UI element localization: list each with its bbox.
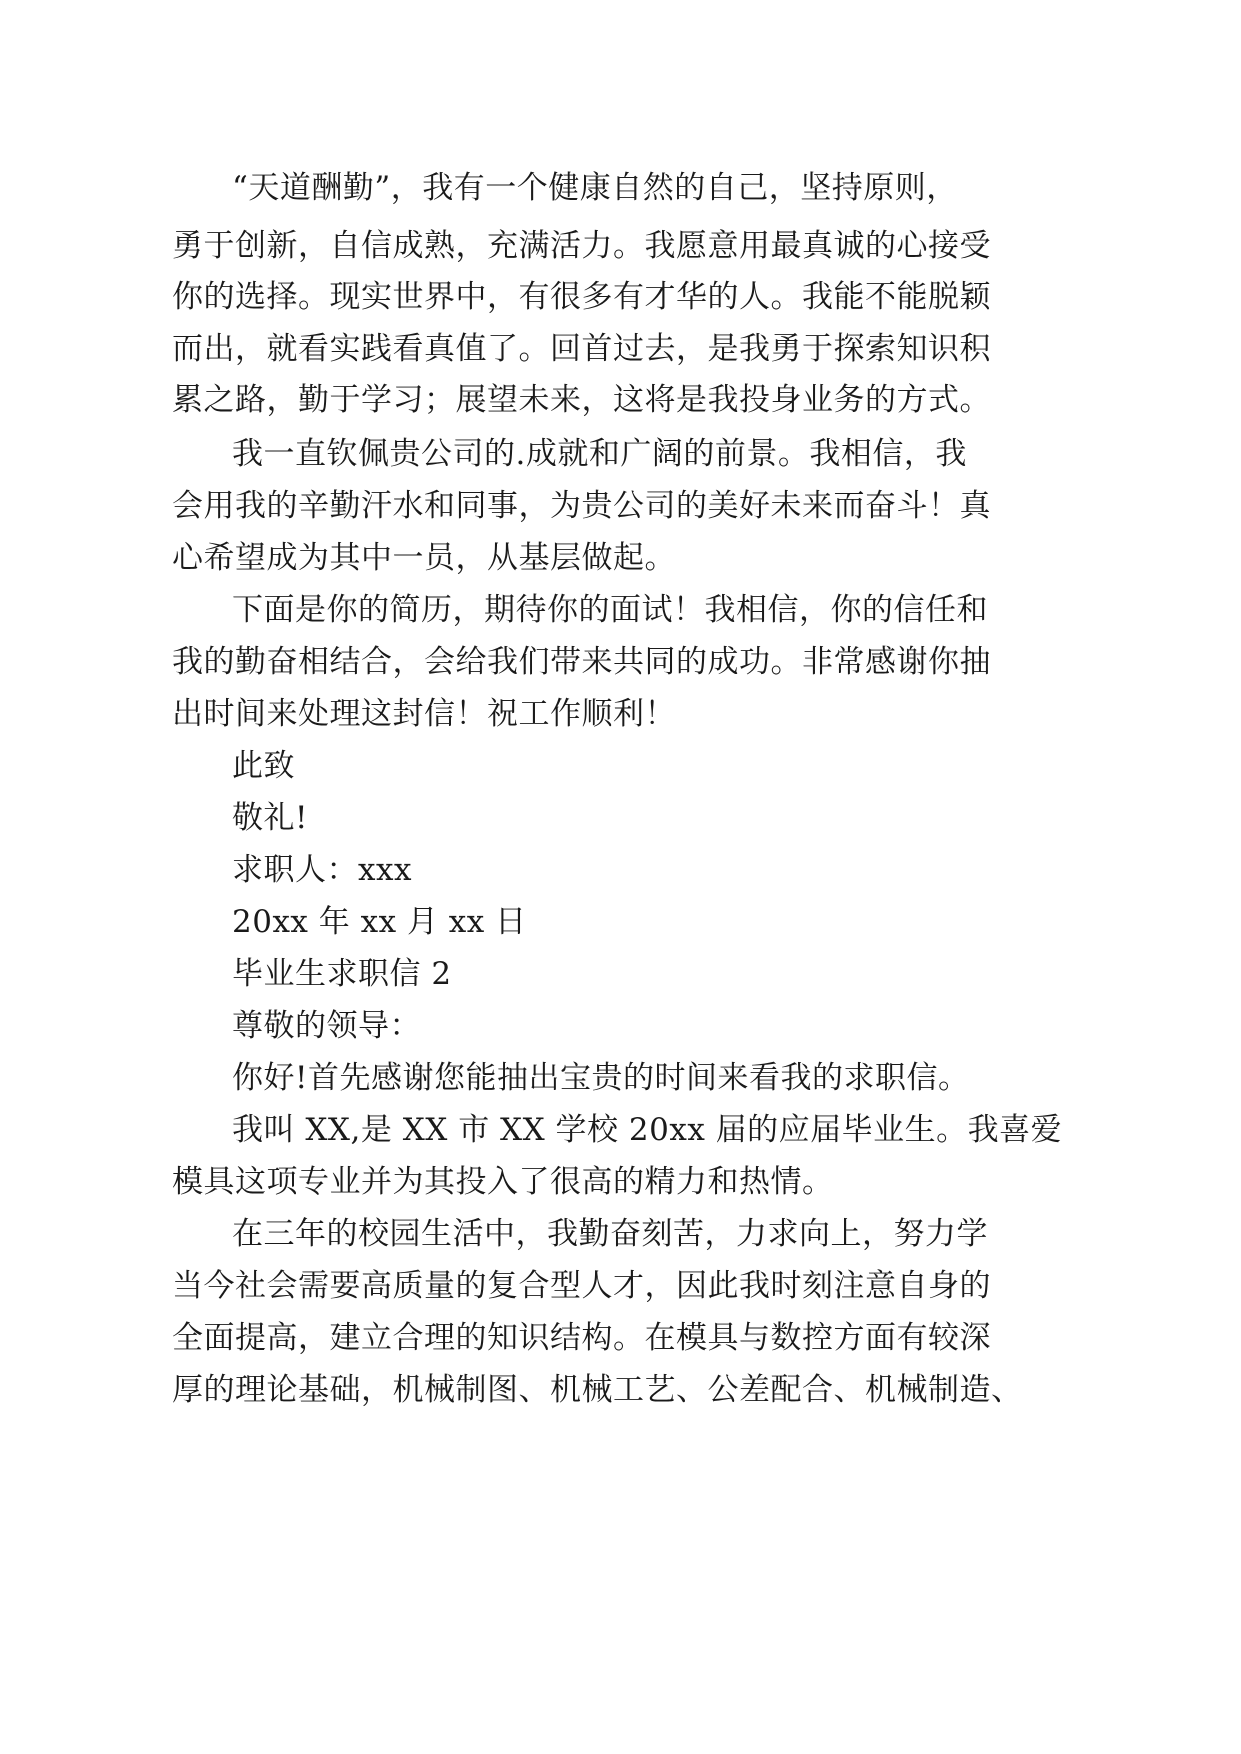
paragraph-line: 我一直钦佩贵公司的.成就和广阔的前景。我相信，我 xyxy=(232,436,967,472)
paragraph-line: 厚的理论基础，机械制图、机械工艺、公差配合、机械制造、 xyxy=(172,1372,1023,1408)
section-title: 毕业生求职信 2 xyxy=(232,956,452,992)
signature-line: 求职人：xxx xyxy=(232,852,412,888)
paragraph-line: 模具这项专业并为其投入了很高的精力和热情。 xyxy=(172,1164,834,1200)
paragraph-line: 你好!首先感谢您能抽出宝贵的时间来看我的求职信。 xyxy=(232,1060,970,1096)
paragraph-line: “天道酬勤”，我有一个健康自然的自己，坚持原则， xyxy=(232,170,958,206)
paragraph-line: 我的勤奋相结合，会给我们带来共同的成功。非常感谢你抽 xyxy=(172,644,991,680)
greeting-line: 尊敬的领导： xyxy=(232,1008,421,1044)
date-line: 20xx 年 xx 月 xx 日 xyxy=(232,904,527,940)
paragraph-line: 我叫 XX,是 XX 市 XX 学校 20xx 届的应届毕业生。我喜爱 xyxy=(232,1112,1063,1148)
closing-line: 此致 xyxy=(232,748,295,784)
paragraph-line: 在三年的校园生活中，我勤奋刻苦，力求向上，努力学 xyxy=(232,1216,988,1252)
paragraph-line: 全面提高，建立合理的知识结构。在模具与数控方面有较深 xyxy=(172,1320,991,1356)
closing-salute: 敬礼! xyxy=(232,800,308,836)
paragraph-line: 而出，就看实践看真值了。回首过去，是我勇于探索知识积 xyxy=(172,331,991,367)
paragraph-line: 勇于创新，自信成熟，充满活力。我愿意用最真诚的心接受 xyxy=(172,228,991,264)
paragraph-line: 会用我的辛勤汗水和同事，为贵公司的美好未来而奋斗！真 xyxy=(172,488,991,524)
paragraph-line: 出时间来处理这封信！祝工作顺利！ xyxy=(172,696,676,732)
paragraph-line: 累之路，勤于学习；展望未来，这将是我投身业务的方式。 xyxy=(172,382,991,418)
paragraph-line: 你的选择。现实世界中，有很多有才华的人。我能不能脱颖 xyxy=(172,279,991,315)
paragraph-line: 当今社会需要高质量的复合型人才，因此我时刻注意自身的 xyxy=(172,1268,991,1304)
paragraph-line: 心希望成为其中一员，从基层做起。 xyxy=(172,540,676,576)
paragraph-line: 下面是你的简历，期待你的面试！我相信，你的信任和 xyxy=(232,592,988,628)
